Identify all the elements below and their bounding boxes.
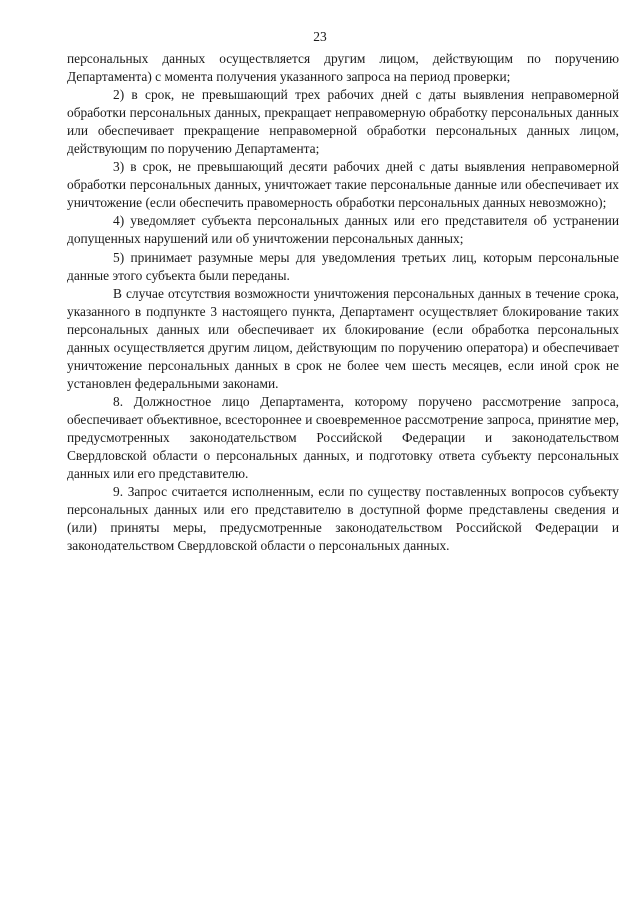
paragraph-clause-8: 8. Должностное лицо Департамента, которому поручено рассмотрение запроса, обеспечивает объективное, всестороннее и своевременное рассмотрение запроса, принятие мер, предусмотренных законодательством Российской Федерации и законодательством Свердловской области о персональных данных, и подготовку ответа субъекту персональных данных или его представителю. [67, 393, 619, 482]
paragraph-blocking: В случае отсутствия возможности уничтожения персональных данных в течение срока, указанного в подпункте 3 настоящего пункта, Департамент осуществляет блокирование таких персональных данных или обеспечивает их блокирование (если обработка персональных данных осуществляется другим лицом, действующим по поручению оператора) и обеспечивает уничтожение персональных данных в срок не более чем шесть месяцев, если иной срок не установлен федеральными законами. [67, 285, 619, 391]
paragraph-item-3: 3) в срок, не превышающий десяти рабочих дней с даты выявления неправомерной обработки персональных данных, уничтожает такие персональные данные или обеспечивает их уничтожение (если обеспечить правомерность обработки персональных данных невозможно); [67, 159, 619, 211]
paragraph-continuation: персональных данных осуществляется другим лицом, действующим по поручению Департамента) с момента получения указанного запроса на период проверки; [67, 51, 619, 85]
page-number: 23 [313, 29, 327, 44]
paragraph-clause-9: 9. Запрос считается исполненным, если по существу поставленных вопросов субъекту персональных данных или его представителю в доступной форме представлены сведения и (или) приняты меры, предусмотренные законодательством Российской Федерации и законодательством Свердловской области о персональных данных. [67, 484, 619, 554]
document-body [67, 50, 619, 555]
paragraph-item-5: 5) принимает разумные меры для уведомления третьих лиц, которым персональные данные этого субъекта были переданы. [67, 249, 619, 283]
paragraph-item-2: 2) в срок, не превышающий трех рабочих дней с даты выявления неправомерной обработки персональных данных, прекращает неправомерную обработку персональных данных или обеспечивает прекращение неправомерной обработки персональных данных лицом, действующим по поручению Департамента; [67, 87, 619, 157]
paragraph-item-4: 4) уведомляет субъекта персональных данных или его представителя об устранении допущенных нарушений или об уничтожении персональных данных; [67, 213, 619, 247]
